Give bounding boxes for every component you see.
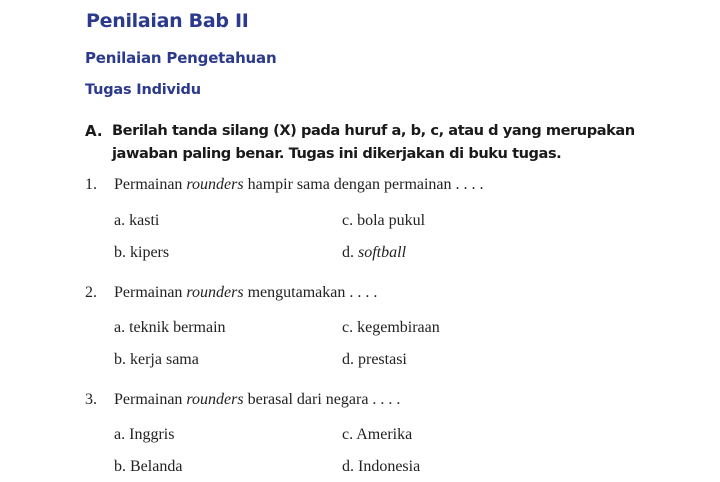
option-letter: b. <box>114 244 126 261</box>
question-text-part: hampir sama dengan permainan . . . . <box>243 176 484 193</box>
option-letter: a. <box>114 319 126 336</box>
option-letter: c. <box>342 212 354 229</box>
option-text: prestasi <box>358 351 407 368</box>
question-number: 2. <box>85 284 97 301</box>
question-text <box>114 284 377 302</box>
question-text-part: berasal dari negara . . . . <box>243 391 401 408</box>
option-b[interactable] <box>114 351 199 369</box>
option-d[interactable] <box>342 244 406 262</box>
option-letter: d. <box>342 458 354 475</box>
sub-title: Tugas Individu <box>85 82 201 98</box>
option-letter: d. <box>342 351 354 368</box>
option-c[interactable] <box>342 212 425 230</box>
option-d[interactable] <box>342 351 407 369</box>
chapter-title: Penilaian Bab II <box>86 10 249 32</box>
instruction-letter: A. <box>85 122 103 140</box>
question-text-part: Permainan <box>114 391 187 408</box>
question-text-part: Permainan <box>114 176 187 193</box>
option-text: kasti <box>129 212 160 229</box>
question-text-italic: rounders <box>186 176 244 193</box>
option-text: kipers <box>130 244 170 261</box>
question-number: 3. <box>85 391 97 408</box>
section-title: Penilaian Pengetahuan <box>85 49 277 67</box>
option-text: bola pukul <box>357 212 426 229</box>
option-c[interactable] <box>342 319 440 337</box>
option-letter: a. <box>114 426 126 443</box>
option-b[interactable] <box>114 458 182 476</box>
question-text-part: mengutamakan . . . . <box>243 284 378 301</box>
option-text: Belanda <box>130 458 183 475</box>
option-letter: b. <box>114 458 126 475</box>
question-text-part: Permainan <box>114 284 187 301</box>
option-a[interactable] <box>114 212 159 230</box>
instruction-line-2: jawaban paling benar. Tugas ini dikerjakan di buku tugas. <box>112 145 562 162</box>
option-b[interactable] <box>114 244 169 262</box>
question-text-italic: rounders <box>186 391 244 408</box>
question-text <box>114 176 484 194</box>
option-text: Inggris <box>129 426 175 443</box>
question-text-italic: rounders <box>186 284 244 301</box>
option-text: Amerika <box>356 426 413 443</box>
question-number: 1. <box>85 176 97 193</box>
option-c[interactable] <box>342 426 412 444</box>
option-text: Indonesia <box>358 458 421 475</box>
option-text: softball <box>358 244 407 261</box>
option-letter: c. <box>342 319 354 336</box>
option-d[interactable] <box>342 458 420 476</box>
option-text: teknik bermain <box>129 319 226 336</box>
option-letter: c. <box>342 426 354 443</box>
option-letter: d. <box>342 244 354 261</box>
option-a[interactable] <box>114 426 174 444</box>
option-text: kegembiraan <box>357 319 440 336</box>
option-letter: b. <box>114 351 126 368</box>
option-letter: a. <box>114 212 126 229</box>
instruction-line-1: Berilah tanda silang (X) pada huruf a, b, c, atau d yang merupakan <box>112 122 635 139</box>
question-text <box>114 391 400 409</box>
option-text: kerja sama <box>130 351 199 368</box>
option-a[interactable] <box>114 319 226 337</box>
